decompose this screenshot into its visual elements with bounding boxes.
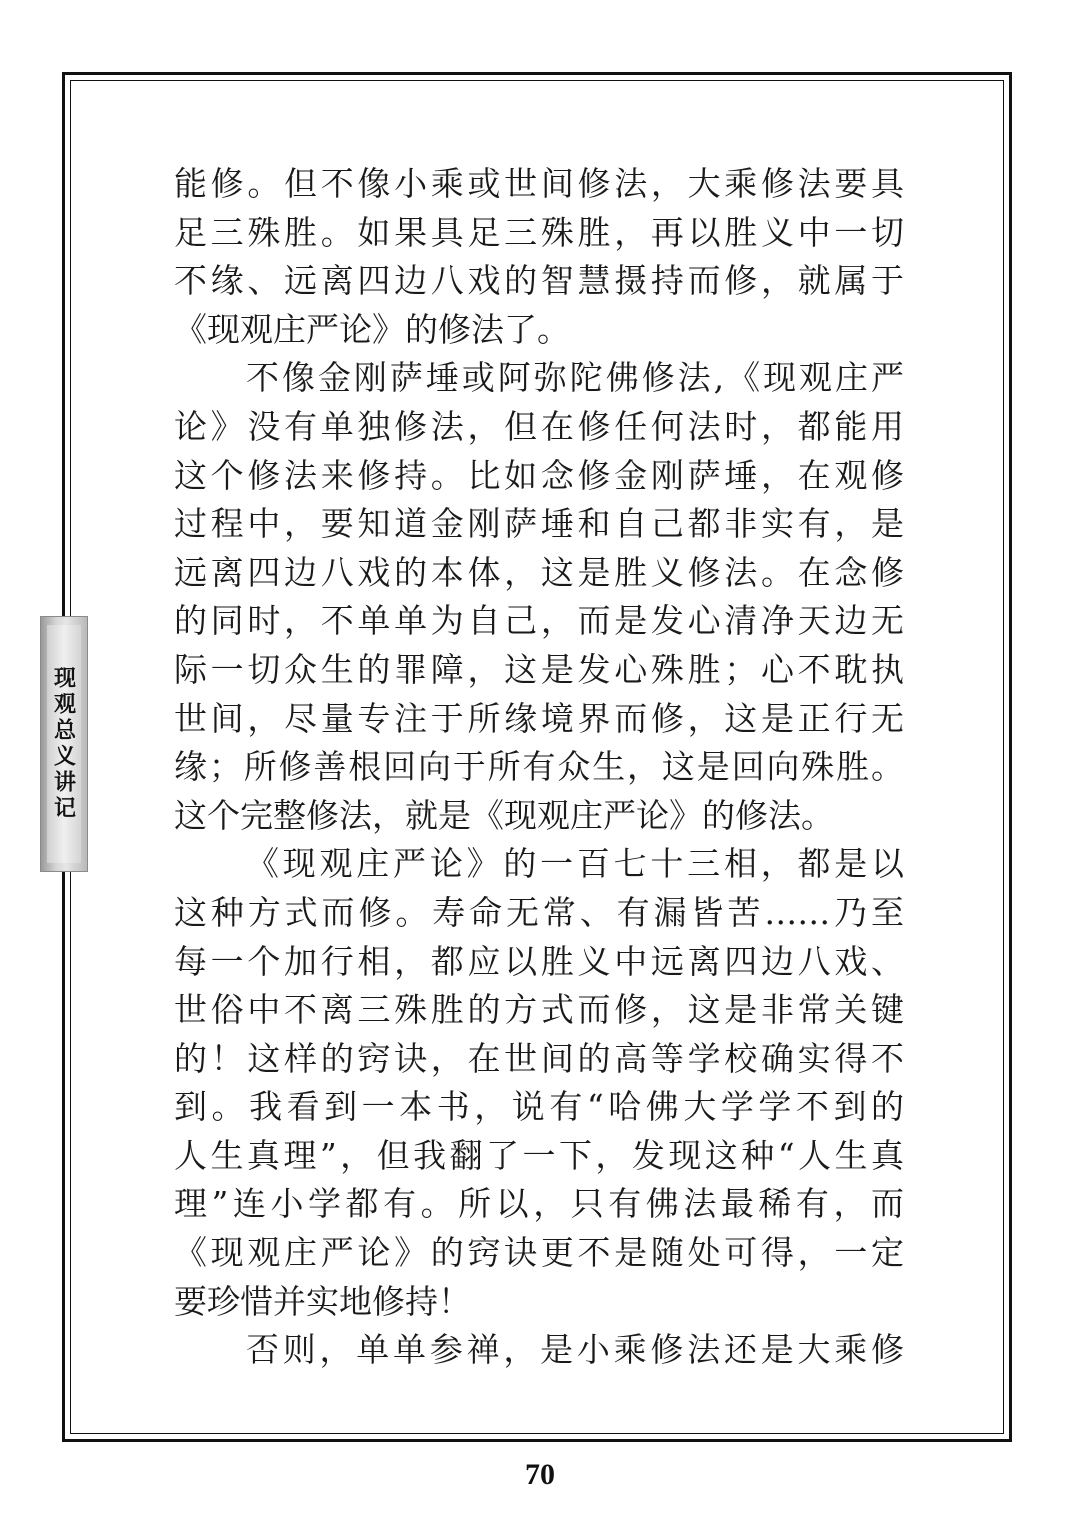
text-line: 远离四边八戏的本体，这是胜义修法。在念修 (174, 552, 904, 592)
text-line: 《现观庄严论》的修法了。 (174, 309, 570, 349)
side-tab-title: 现观总义讲记 (50, 666, 77, 822)
text-line: 到。我看到一本书，说有“哈佛大学学不到的 (174, 1087, 904, 1127)
text-line: 这个修法来修持。比如念修金刚萨埵，在观修 (174, 455, 904, 495)
text-line: 每一个加行相，都应以胜义中远离四边八戏、 (174, 941, 904, 981)
text-line: 的同时，不单单为自己，而是发心清净天边无 (174, 601, 904, 641)
body-text (174, 160, 904, 1375)
side-tab-inner (47, 625, 81, 863)
text-line: 不缘、远离四边八戏的智慧摄持而修，就属于 (174, 261, 904, 301)
text-line: 过程中，要知道金刚萨埵和自己都非实有，是 (174, 504, 904, 544)
text-line: 世间，尽量专注于所缘境界而修，这是正行无 (174, 698, 904, 738)
text-line: 要珍惜并实地修持！ (174, 1281, 471, 1321)
text-line: 这个完整修法，就是《现观庄严论》的修法。 (174, 795, 834, 835)
text-line: 际一切众生的罪障，这是发心殊胜；心不耽执 (174, 649, 904, 689)
text-line: 不像金刚萨埵或阿弥陀佛修法,《现观庄严 (246, 358, 904, 398)
text-line: 论》没有单独修法，但在修任何法时，都能用 (174, 406, 904, 446)
text-line: 人生真理”，但我翻了一下，发现这种“人生真 (174, 1135, 904, 1175)
text-line: 这种方式而修。寿命无常、有漏皆苦……乃至 (174, 892, 904, 932)
text-line: 能修。但不像小乘或世间修法，大乘修法要具 (174, 164, 904, 203)
text-line: 《现观庄严论》的一百七十三相，都是以 (246, 844, 904, 884)
text-line: 《现观庄严论》的窍诀更不是随处可得，一定 (174, 1233, 904, 1273)
page-number: 70 (525, 1458, 555, 1491)
side-tab (40, 616, 88, 872)
text-line: 世俗中不离三殊胜的方式而修，这是非常关键 (174, 990, 904, 1030)
text-line: 缘；所修善根回向于所有众生，这是回向殊胜。 (174, 747, 904, 787)
text-line: 的！这样的窍诀，在世间的高等学校确实得不 (174, 1038, 904, 1078)
text-line: 理”连小学都有。所以，只有佛法最稀有，而 (174, 1184, 904, 1224)
text-line: 足三殊胜。如果具足三殊胜，再以胜义中一切 (174, 212, 904, 252)
text-line: 否则，单单参禅，是小乘修法还是大乘修 (246, 1330, 904, 1370)
